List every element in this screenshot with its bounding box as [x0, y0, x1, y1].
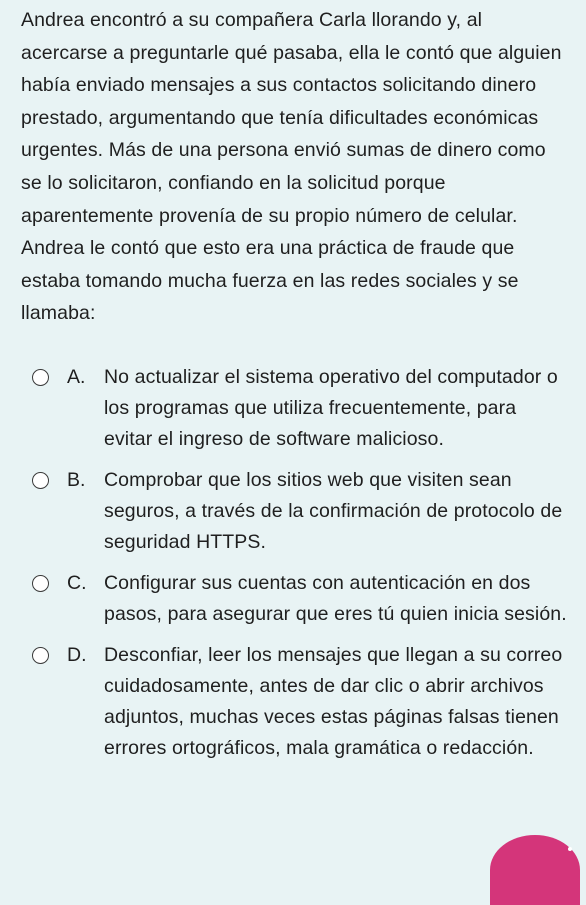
option-c[interactable] [0, 568, 586, 630]
answer-options [0, 362, 586, 774]
option-text: Desconfiar, leer los mensajes que llegan a su correo cuidadosamente, antes de dar clic o abrir archivos adjuntos, muchas veces estas páginas falsas tienen errores ortográficos, mala gramática o redacción. [104, 644, 563, 759]
option-text: Configurar sus cuentas con autenticación en dos pasos, para asegurar que eres tú quien inicia sesión. [104, 572, 567, 625]
option-letter: C. [67, 572, 87, 594]
radio-button-a[interactable] [32, 369, 49, 386]
radio-button-b[interactable] [32, 472, 49, 489]
option-b[interactable] [0, 465, 586, 558]
option-letter: A. [67, 366, 86, 388]
corner-decoration [490, 835, 580, 905]
option-d[interactable] [0, 640, 586, 764]
option-letter: B. [67, 469, 86, 491]
option-letter: D. [67, 644, 87, 666]
radio-button-d[interactable] [32, 647, 49, 664]
option-text: No actualizar el sistema operativo del computador o los programas que utiliza frecuentemente, para evitar el ingreso de software malicioso. [104, 366, 558, 450]
radio-button-c[interactable] [32, 575, 49, 592]
option-text: Comprobar que los sitios web que visiten sean seguros, a través de la confirmación de protocolo de seguridad HTTPS. [104, 469, 563, 553]
option-a[interactable] [0, 362, 586, 455]
question-text: Andrea encontró a su compañera Carla llorando y, al acercarse a preguntarle qué pasaba, ella le contó que alguien había enviado mensajes a sus contactos solicitando dinero prestado, argumentando que tenía dificultades económicas urgentes. Más de una persona envió sumas de dinero como se lo solicitaron, confiando en la solicitud porque aparentemente provenía de su propio número de celular. Andrea le contó que esto era una práctica de fraude que estaba tomando mucha fuerza en las redes sociales y se llamaba: [21, 9, 562, 325]
corner-decoration-dot [568, 847, 572, 851]
